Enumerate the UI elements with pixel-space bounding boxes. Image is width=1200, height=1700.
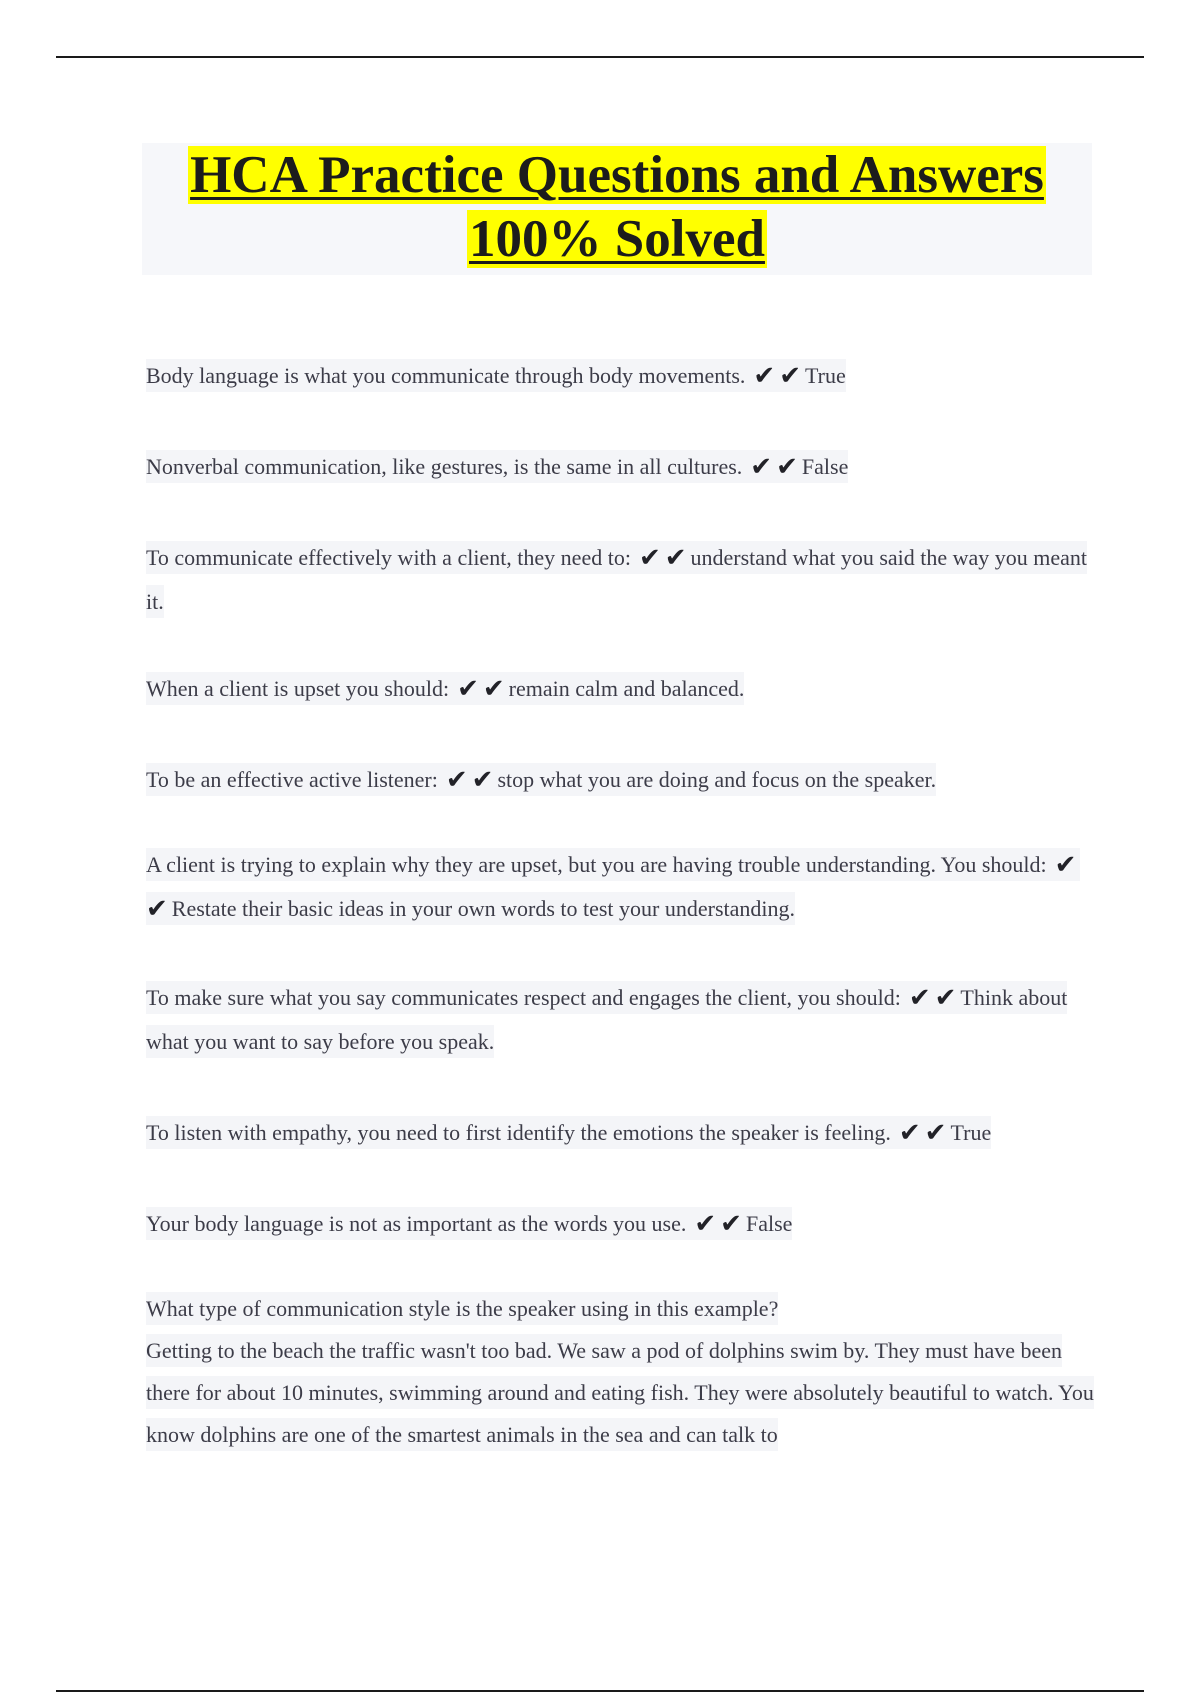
- check-icon: ✔: [638, 543, 661, 573]
- top-rule: [56, 56, 1144, 58]
- double-check-icon: [908, 983, 961, 1013]
- check-icon: ✔: [1054, 850, 1077, 880]
- question-text: What type of communication style is the speaker using in this example?: [146, 1292, 778, 1325]
- check-icon: ✔: [898, 1118, 921, 1148]
- double-check-icon: [638, 543, 691, 573]
- answer-text: True: [950, 1120, 992, 1145]
- question-text: Body language is what you communicate through body movements.: [146, 363, 746, 388]
- question-text: To be an effective active listener:: [146, 767, 438, 792]
- page-title-line-2: 100% Solved: [469, 210, 765, 268]
- qa-item-4: [146, 667, 1096, 711]
- check-icon: ✔: [753, 361, 776, 391]
- qa-item-5: [146, 758, 1096, 802]
- double-check-icon: [750, 452, 802, 482]
- answer-text: stop what you are doing and focus on the speaker.: [497, 767, 937, 792]
- check-icon: ✔: [664, 543, 687, 573]
- passage-text: Getting to the beach the traffic wasn't too bad. We saw a pod of dolphins swim by. They must have been there for about 10 minutes, swimming around and eating fish. They were absolutely beautiful to watch. You know dolphins are one of the smartest animals in the sea and can talk to: [146, 1334, 1094, 1451]
- page-title-line-1: HCA Practice Questions and Answers: [190, 146, 1044, 204]
- answer-text: False: [745, 1211, 793, 1236]
- qa-item-9: [146, 1202, 1096, 1246]
- qa-item-2: [146, 445, 1096, 489]
- check-icon: ✔: [720, 1209, 742, 1239]
- answer-text: remain calm and balanced.: [508, 676, 745, 701]
- check-icon: ✔: [934, 983, 957, 1013]
- question-text: When a client is upset you should:: [146, 676, 450, 701]
- qa-item-3: [146, 536, 1096, 624]
- question-text: To listen with empathy, you need to first identify the emotions the speaker is feeling.: [146, 1120, 891, 1145]
- question-text: Nonverbal communication, like gestures, is the same in all cultures.: [146, 454, 743, 479]
- qa-item-7: [146, 976, 1096, 1064]
- check-icon: ✔: [750, 452, 773, 482]
- check-icon: ✔: [779, 361, 801, 391]
- title-block: [142, 143, 1092, 275]
- qa-item-6: [146, 843, 1096, 931]
- answer-text: False: [801, 454, 849, 479]
- check-icon: ✔: [457, 674, 479, 704]
- question-text: A client is trying to explain why they are upset, but you are having trouble understanding. You should:: [146, 852, 1047, 877]
- qa-item-8: [146, 1111, 1096, 1155]
- qa-item-1: [146, 354, 1096, 398]
- check-icon: ✔: [776, 452, 798, 482]
- question-text: To make sure what you say communicates respect and engages the client, you should:: [146, 985, 901, 1010]
- answer-text: Think about what you want to say before you speak.: [146, 985, 1068, 1054]
- question-text: To communicate effectively with a client, they need to:: [146, 545, 631, 570]
- check-icon: ✔: [445, 765, 468, 795]
- check-icon: ✔: [471, 765, 494, 795]
- double-check-icon: [694, 1209, 746, 1239]
- double-check-icon: [898, 1118, 951, 1148]
- double-check-icon: [457, 674, 509, 704]
- check-icon: ✔: [908, 983, 931, 1013]
- bottom-rule: [56, 1690, 1144, 1692]
- double-check-icon: [445, 765, 498, 795]
- qa-item-10: [146, 1288, 1096, 1456]
- answer-text: Restate their basic ideas in your own words to test your understanding.: [171, 896, 796, 921]
- double-check-icon: [753, 361, 805, 391]
- answer-text: understand what you said the way you meant it.: [146, 545, 1088, 614]
- check-icon: ✔: [146, 894, 168, 924]
- question-text: Your body language is not as important as the words you use.: [146, 1211, 687, 1236]
- check-icon: ✔: [694, 1209, 717, 1239]
- answer-text: True: [805, 363, 846, 388]
- check-icon: ✔: [924, 1118, 947, 1148]
- check-icon: ✔: [482, 674, 505, 704]
